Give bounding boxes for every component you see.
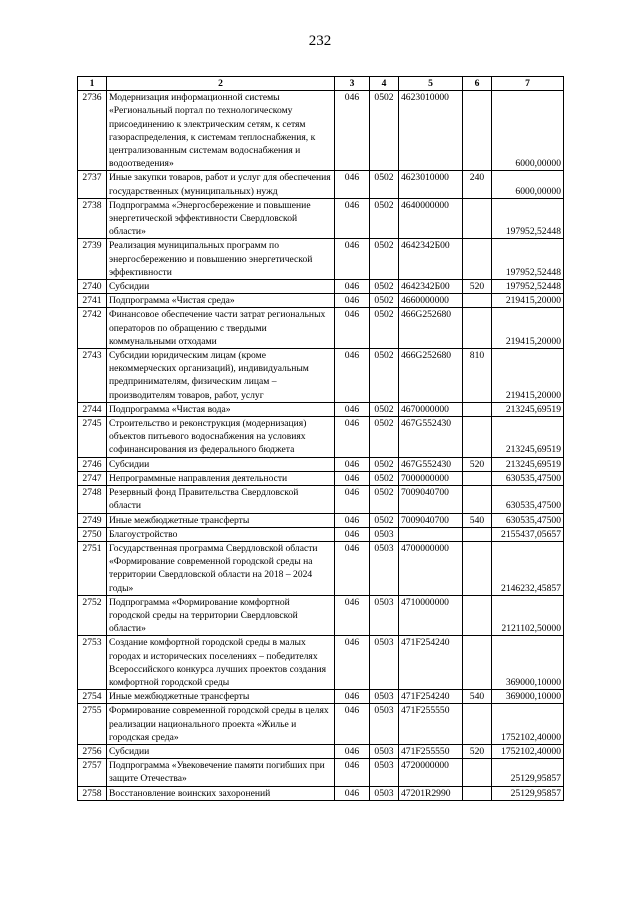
table-row [78, 527, 564, 541]
row-grbs-cell: 046 [335, 402, 370, 416]
row-number-cell: 2753 [78, 636, 107, 690]
row-grbs-cell: 046 [335, 471, 370, 485]
row-amount-cell: 213245,69519 [492, 402, 564, 416]
row-number-cell: 2754 [78, 690, 107, 704]
row-grbs-cell: 046 [335, 349, 370, 403]
row-section-cell: 0503 [370, 690, 399, 704]
row-name-cell: Подпрограмма «Увековечение памяти погибших при защите Отечества» [107, 759, 335, 786]
row-target-article-cell: 466G252680 [399, 308, 463, 349]
row-number-cell: 2751 [78, 541, 107, 595]
row-name-cell: Модернизация информационной системы «Региональный портал по технологическому присоединению к электрическим сетям, к сетям газораспределения, к системам теплоснабжения, к централизованным системам водоснабжения и водоотведения» [107, 91, 335, 171]
row-name-cell: Иные межбюджетные трансферты [107, 513, 335, 527]
row-number-cell: 2743 [78, 349, 107, 403]
row-expense-type-cell [463, 759, 492, 786]
row-expense-type-cell [463, 91, 492, 171]
row-number-cell: 2738 [78, 198, 107, 239]
table-row [78, 417, 564, 458]
row-grbs-cell: 046 [335, 198, 370, 239]
row-target-article-cell: 7009040700 [399, 486, 463, 513]
row-expense-type-cell: 540 [463, 513, 492, 527]
row-number-cell: 2737 [78, 171, 107, 198]
header-cell: 6 [463, 77, 492, 91]
table-row [78, 759, 564, 786]
row-amount-cell: 219415,20000 [492, 308, 564, 349]
row-expense-type-cell [463, 636, 492, 690]
row-amount-cell: 2146232,45857 [492, 541, 564, 595]
row-name-cell: Иные закупки товаров, работ и услуг для обеспечения государственных (муниципальных) нужд [107, 171, 335, 198]
row-target-article-cell: 471F254240 [399, 636, 463, 690]
row-expense-type-cell [463, 471, 492, 485]
row-expense-type-cell: 540 [463, 690, 492, 704]
row-number-cell: 2750 [78, 527, 107, 541]
header-cell: 3 [335, 77, 370, 91]
row-expense-type-cell [463, 541, 492, 595]
row-name-cell: Подпрограмма «Чистая среда» [107, 294, 335, 308]
row-amount-cell: 1752102,40000 [492, 704, 564, 745]
table-row [78, 308, 564, 349]
row-expense-type-cell: 810 [463, 349, 492, 403]
row-expense-type-cell [463, 704, 492, 745]
row-section-cell: 0502 [370, 457, 399, 471]
header-row [78, 77, 564, 91]
row-section-cell: 0502 [370, 402, 399, 416]
row-name-cell: Субсидии [107, 744, 335, 758]
row-number-cell: 2747 [78, 471, 107, 485]
row-amount-cell: 219415,20000 [492, 294, 564, 308]
row-number-cell: 2745 [78, 417, 107, 458]
row-grbs-cell: 046 [335, 308, 370, 349]
row-section-cell: 0502 [370, 308, 399, 349]
row-target-article-cell: 4710000000 [399, 595, 463, 636]
row-grbs-cell: 046 [335, 595, 370, 636]
row-grbs-cell: 046 [335, 171, 370, 198]
row-section-cell: 0502 [370, 471, 399, 485]
row-target-article-cell: 4640000000 [399, 198, 463, 239]
table-row [78, 349, 564, 403]
row-amount-cell: 2155437,05657 [492, 527, 564, 541]
header-cell: 4 [370, 77, 399, 91]
row-grbs-cell: 046 [335, 527, 370, 541]
budget-table [77, 76, 564, 801]
row-number-cell: 2744 [78, 402, 107, 416]
table-row [78, 704, 564, 745]
row-amount-cell: 213245,69519 [492, 417, 564, 458]
row-grbs-cell: 046 [335, 690, 370, 704]
row-target-article-cell: 467G552430 [399, 457, 463, 471]
row-expense-type-cell: 240 [463, 171, 492, 198]
row-section-cell: 0503 [370, 636, 399, 690]
row-amount-cell: 197952,52448 [492, 239, 564, 280]
row-expense-type-cell: 520 [463, 457, 492, 471]
row-expense-type-cell [463, 786, 492, 800]
row-expense-type-cell [463, 527, 492, 541]
row-target-article-cell: 466G252680 [399, 349, 463, 403]
row-section-cell: 0503 [370, 759, 399, 786]
row-expense-type-cell [463, 308, 492, 349]
table-row [78, 595, 564, 636]
table-row [78, 198, 564, 239]
row-section-cell: 0502 [370, 294, 399, 308]
row-name-cell: Иные межбюджетные трансферты [107, 690, 335, 704]
row-target-article-cell: 471F255550 [399, 744, 463, 758]
row-name-cell: Финансовое обеспечение части затрат региональных операторов по обращению с твердыми коммунальными отходами [107, 308, 335, 349]
table-row [78, 636, 564, 690]
row-target-article-cell: 7000000000 [399, 471, 463, 485]
row-name-cell: Подпрограмма «Чистая вода» [107, 402, 335, 416]
row-number-cell: 2752 [78, 595, 107, 636]
table-row [78, 486, 564, 513]
row-amount-cell: 6000,00000 [492, 91, 564, 171]
row-target-article-cell: 471F254240 [399, 690, 463, 704]
row-name-cell: Непрограммные направления деятельности [107, 471, 335, 485]
row-section-cell: 0503 [370, 595, 399, 636]
table-row [78, 744, 564, 758]
row-grbs-cell: 046 [335, 91, 370, 171]
row-expense-type-cell [463, 402, 492, 416]
header-cell: 1 [78, 77, 107, 91]
row-amount-cell: 630535,47500 [492, 486, 564, 513]
table-row [78, 294, 564, 308]
row-number-cell: 2757 [78, 759, 107, 786]
row-target-article-cell: 7009040700 [399, 513, 463, 527]
row-section-cell: 0502 [370, 171, 399, 198]
row-name-cell: Строительство и реконструкция (модернизация) объектов питьевого водоснабжения на условиях софинансирования из федерального бюджета [107, 417, 335, 458]
table-row [78, 786, 564, 800]
table-row [78, 280, 564, 294]
row-target-article-cell: 4700000000 [399, 541, 463, 595]
row-number-cell: 2746 [78, 457, 107, 471]
row-target-article-cell: 4642342Б00 [399, 280, 463, 294]
row-section-cell: 0503 [370, 786, 399, 800]
row-section-cell: 0502 [370, 91, 399, 171]
row-amount-cell: 369000,10000 [492, 690, 564, 704]
row-amount-cell: 219415,20000 [492, 349, 564, 403]
row-name-cell: Благоустройство [107, 527, 335, 541]
row-grbs-cell: 046 [335, 759, 370, 786]
row-number-cell: 2758 [78, 786, 107, 800]
row-target-article-cell: 4642342Б00 [399, 239, 463, 280]
row-name-cell: Государственная программа Свердловской области «Формирование современной городской среды на территории Свердловской области на 2018 – 2024 годы» [107, 541, 335, 595]
row-section-cell: 0502 [370, 239, 399, 280]
row-expense-type-cell: 520 [463, 280, 492, 294]
row-section-cell: 0503 [370, 541, 399, 595]
table-row [78, 171, 564, 198]
row-number-cell: 2749 [78, 513, 107, 527]
row-expense-type-cell: 520 [463, 744, 492, 758]
row-amount-cell: 630535,47500 [492, 513, 564, 527]
row-name-cell: Субсидии [107, 280, 335, 294]
row-amount-cell: 6000,00000 [492, 171, 564, 198]
row-grbs-cell: 046 [335, 239, 370, 280]
row-grbs-cell: 046 [335, 636, 370, 690]
row-section-cell: 0502 [370, 280, 399, 294]
row-name-cell: Резервный фонд Правительства Свердловской области [107, 486, 335, 513]
table-row [78, 457, 564, 471]
row-grbs-cell: 046 [335, 704, 370, 745]
table-row [78, 541, 564, 595]
row-grbs-cell: 046 [335, 294, 370, 308]
row-target-article-cell: 4720000000 [399, 759, 463, 786]
row-section-cell: 0502 [370, 417, 399, 458]
row-name-cell: Подпрограмма «Энергосбережение и повышение энергетической эффективности Свердловской области» [107, 198, 335, 239]
row-expense-type-cell [463, 239, 492, 280]
row-name-cell: Субсидии [107, 457, 335, 471]
row-grbs-cell: 046 [335, 744, 370, 758]
row-number-cell: 2748 [78, 486, 107, 513]
row-number-cell: 2736 [78, 91, 107, 171]
table-body [78, 91, 564, 801]
row-section-cell: 0502 [370, 349, 399, 403]
header-cell: 7 [492, 77, 564, 91]
row-amount-cell: 369000,10000 [492, 636, 564, 690]
table-row [78, 471, 564, 485]
row-section-cell: 0502 [370, 513, 399, 527]
row-expense-type-cell [463, 294, 492, 308]
row-name-cell: Формирование современной городской среды в целях реализации национального проекта «Жилье и городская среда» [107, 704, 335, 745]
row-grbs-cell: 046 [335, 280, 370, 294]
row-amount-cell: 1752102,40000 [492, 744, 564, 758]
row-number-cell: 2742 [78, 308, 107, 349]
row-amount-cell: 630535,47500 [492, 471, 564, 485]
row-section-cell: 0502 [370, 198, 399, 239]
row-amount-cell: 2121102,50000 [492, 595, 564, 636]
page-number: 232 [308, 33, 332, 49]
row-target-article-cell: 471F255550 [399, 704, 463, 745]
row-expense-type-cell [463, 486, 492, 513]
row-target-article-cell: 4623010000 [399, 91, 463, 171]
row-target-article-cell: 47201R2990 [399, 786, 463, 800]
row-section-cell: 0503 [370, 744, 399, 758]
row-target-article-cell: 4670000000 [399, 402, 463, 416]
row-grbs-cell: 046 [335, 513, 370, 527]
table-row [78, 402, 564, 416]
row-grbs-cell: 046 [335, 486, 370, 513]
row-section-cell: 0502 [370, 486, 399, 513]
table-row [78, 513, 564, 527]
row-number-cell: 2741 [78, 294, 107, 308]
table-row [78, 91, 564, 171]
row-target-article-cell [399, 527, 463, 541]
row-amount-cell: 197952,52448 [492, 280, 564, 294]
row-amount-cell: 25129,95857 [492, 786, 564, 800]
row-amount-cell: 213245,69519 [492, 457, 564, 471]
row-number-cell: 2740 [78, 280, 107, 294]
row-target-article-cell: 4623010000 [399, 171, 463, 198]
row-name-cell: Субсидии юридическим лицам (кроме некоммерческих организаций), индивидуальным предпринимателям, физическим лицам – производителям товаров, работ, услуг [107, 349, 335, 403]
header-cell: 2 [107, 77, 335, 91]
row-section-cell: 0503 [370, 527, 399, 541]
row-name-cell: Восстановление воинских захоронений [107, 786, 335, 800]
row-name-cell: Реализация муниципальных программ по энергосбережению и повышению энергетической эффективности [107, 239, 335, 280]
row-amount-cell: 197952,52448 [492, 198, 564, 239]
row-grbs-cell: 046 [335, 786, 370, 800]
row-expense-type-cell [463, 595, 492, 636]
row-name-cell: Создание комфортной городской среды в малых городах и исторических поселениях – победителях Всероссийского конкурса лучших проектов создания комфортной городской среды [107, 636, 335, 690]
row-number-cell: 2755 [78, 704, 107, 745]
row-expense-type-cell [463, 417, 492, 458]
row-grbs-cell: 046 [335, 541, 370, 595]
row-amount-cell: 25129,95857 [492, 759, 564, 786]
row-name-cell: Подпрограмма «Формирование комфортной городской среды на территории Свердловской области» [107, 595, 335, 636]
row-grbs-cell: 046 [335, 417, 370, 458]
row-section-cell: 0503 [370, 704, 399, 745]
row-number-cell: 2739 [78, 239, 107, 280]
row-target-article-cell: 4660000000 [399, 294, 463, 308]
table-row [78, 690, 564, 704]
row-grbs-cell: 046 [335, 457, 370, 471]
row-number-cell: 2756 [78, 744, 107, 758]
header-cell: 5 [399, 77, 463, 91]
row-target-article-cell: 467G552430 [399, 417, 463, 458]
row-expense-type-cell [463, 198, 492, 239]
table-row [78, 239, 564, 280]
